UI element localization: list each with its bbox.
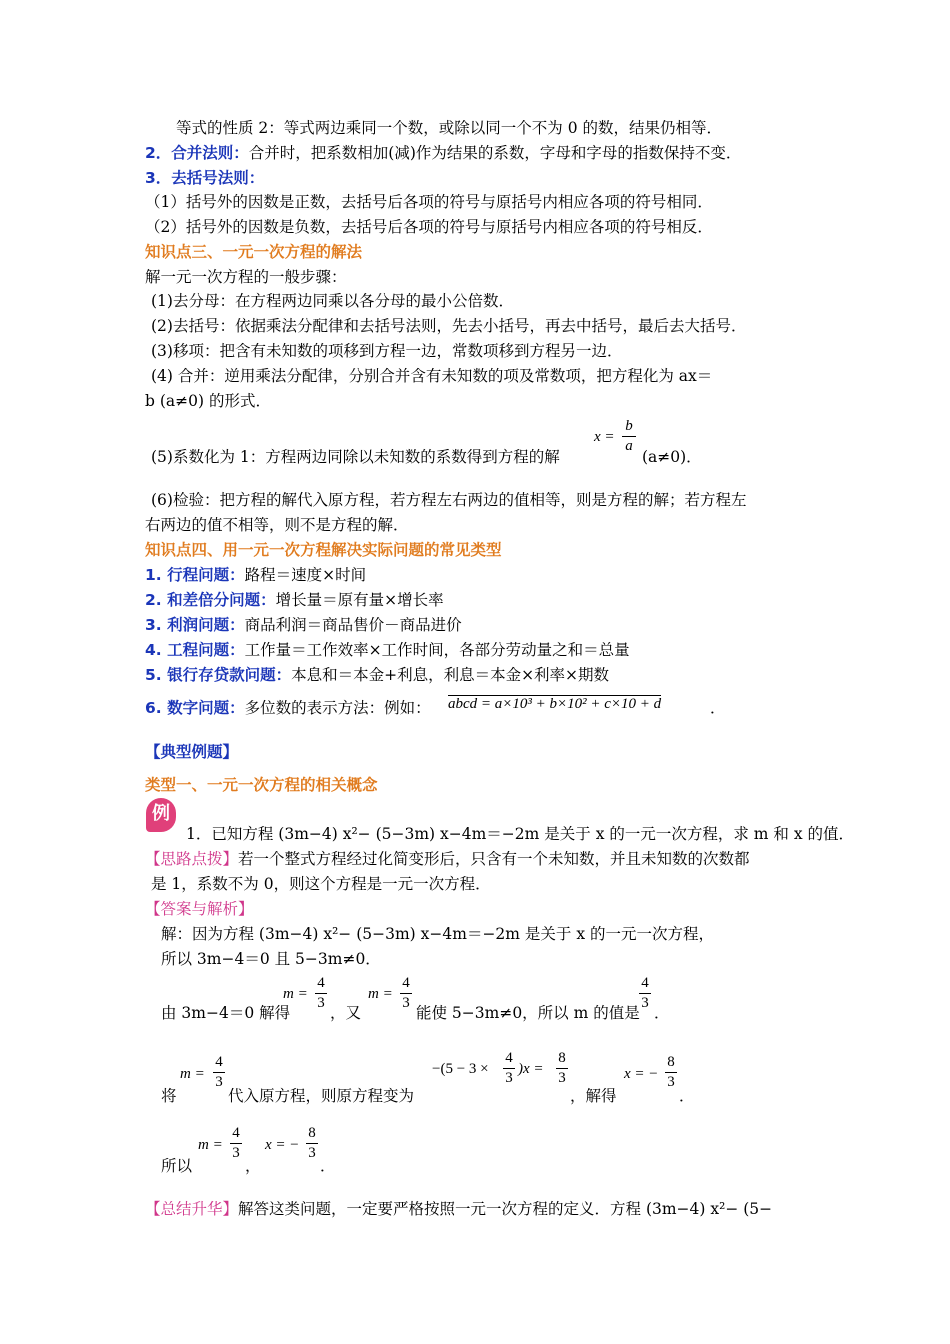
fraction-bar <box>306 1143 318 1144</box>
solution-line-2: 所以 3m−4＝0 且 5−3m≠0． <box>161 950 381 968</box>
merge-rule-line <box>145 142 741 164</box>
digits-formula: abcd = a×10³ + b×10² + c×10 + d <box>448 696 662 712</box>
fraction-4-over-3-e <box>503 1050 515 1087</box>
substituted-equation-right: )x = <box>518 1061 544 1077</box>
type-digits-heading: 6. 数字问题： <box>145 699 245 717</box>
fraction-4-over-3-c <box>639 975 651 1012</box>
fraction-numerator: 4 <box>232 1125 240 1141</box>
section-heading-4: 知识点四、用一元一次方程解决实际问题的常见类型 <box>145 541 502 559</box>
x-equals-neg-1: x = − <box>624 1066 659 1082</box>
step-6-line-a: (6)检验：把方程的解代入原方程，若方程左右两边的值相等，则是方程的解；若方程左 <box>151 491 747 509</box>
type-digits <box>145 697 431 719</box>
solution-line-1: 解：因为方程 (3m−4) x²− (5−3m) x−4m＝−2m 是关于 x 的一元一次方程， <box>161 925 715 943</box>
fraction-bar <box>556 1068 568 1069</box>
fraction-denominator: 3 <box>667 1074 675 1090</box>
fraction-denominator: 3 <box>558 1070 566 1086</box>
type-travel-formula: 路程＝速度×时间 <box>244 566 367 584</box>
hint-line-b: 是 1，系数不为 0，则这个方程是一元一次方程． <box>151 875 491 893</box>
hint-text-a: 若一个整式方程经过化简变形后，只含有一个未知数，并且未知数的次数都 <box>238 850 750 868</box>
hint-line-a <box>145 848 750 870</box>
fraction-numerator: 8 <box>667 1054 675 1070</box>
solution-line-5-comma: ， <box>245 1157 261 1175</box>
bracket-rule-2: （2）括号外的因数是负数，去括号后各项的符号与原括号内相应各项的符号相反． <box>145 218 713 236</box>
bracket-rule-heading: 3．去括号法则： <box>145 169 265 187</box>
step-4-line-b: b (a≠0) 的形式． <box>145 392 271 410</box>
digits-period: ． <box>710 699 726 717</box>
fraction-bar <box>213 1072 225 1073</box>
type-profit <box>145 614 462 636</box>
fraction-bar <box>230 1143 242 1144</box>
fraction-numerator: b <box>625 418 633 434</box>
m-equals-2: m = <box>368 986 393 1002</box>
summary-text: 解答这类问题，一定要严格按照一元一次方程的定义．方程 (3m−4) x²− (5− <box>238 1200 773 1218</box>
fraction-4-over-3-d <box>213 1054 225 1091</box>
step-5-x-equals: x = <box>594 429 615 445</box>
section-heading-3: 知识点三、一元一次方程的解法 <box>145 243 363 261</box>
summary-line <box>145 1198 772 1220</box>
fraction-bar <box>639 993 651 994</box>
type-travel-heading: 1. 行程问题： <box>145 566 245 584</box>
type-profit-heading: 3. 利润问题： <box>145 616 245 634</box>
solution-line-5a: 所以 <box>161 1157 193 1175</box>
bracket-rule-1: （1）括号外的因数是正数，去括号后各项的符号与原括号内相应各项的符号相同． <box>145 193 713 211</box>
property-2-line: 等式的性质 2：等式两边乘同一个数，或除以同一个不为 0 的数，结果仍相等． <box>176 119 723 137</box>
fraction-8-over-3-c <box>306 1125 318 1162</box>
fraction-denominator: 3 <box>232 1145 240 1161</box>
solution-line-4-period: ． <box>679 1087 695 1105</box>
fraction-denominator: 3 <box>641 995 649 1011</box>
fraction-bar <box>665 1072 677 1073</box>
m-equals-4: m = <box>198 1137 223 1153</box>
step-3: (3)移项：把含有未知数的项移到方程一边，常数项移到方程另一边． <box>151 342 623 360</box>
fraction-bar <box>315 993 327 994</box>
solution-line-3-period: ． <box>654 1004 670 1022</box>
step-6-line-b: 右两边的值不相等，则不是方程的解． <box>145 516 409 534</box>
substituted-equation-left: −(5 − 3 × <box>432 1061 489 1077</box>
fraction-bar <box>503 1068 515 1069</box>
fraction-numerator: 4 <box>402 975 410 991</box>
answer-heading: 【答案与解析】 <box>145 900 254 918</box>
question-1: 1．已知方程 (3m−4) x²− (5−3m) x−4m＝−2m 是关于 x 的一元一次方程，求 m 和 x 的值． <box>186 825 855 843</box>
fraction-4-over-3-b <box>400 975 412 1012</box>
type-digits-text: 多位数的表示方法：例如： <box>244 699 431 717</box>
fraction-4-over-3-a <box>315 975 327 1012</box>
type-bank <box>145 664 609 686</box>
fraction-numerator: 4 <box>317 975 325 991</box>
type-bank-heading: 5. 银行存贷款问题： <box>145 666 292 684</box>
fraction-denominator: 3 <box>505 1070 513 1086</box>
summary-heading: 【总结升华】 <box>145 1200 239 1218</box>
type-work-formula: 工作量＝工作效率×工作时间，各部分劳动量之和＝总量 <box>244 641 630 659</box>
type-ratio-formula: 增长量＝原有量×增长率 <box>275 591 444 609</box>
fraction-denominator: 3 <box>317 995 325 1011</box>
fraction-8-over-3-a <box>556 1050 568 1087</box>
step-2: (2)去括号：依据乘法分配律和去括号法则，先去小括号，再去中括号，最后去大括号． <box>151 317 747 335</box>
step-5-tail: (a≠0)． <box>642 448 702 466</box>
type-travel <box>145 564 366 586</box>
solution-line-4a: 将 <box>161 1087 177 1105</box>
m-equals-1: m = <box>283 986 308 1002</box>
type-work <box>145 639 630 661</box>
fraction-numerator: 8 <box>308 1125 316 1141</box>
solution-line-4b: 代入原方程，则原方程变为 <box>228 1087 415 1105</box>
merge-rule-text: 合并时，把系数相加(减)作为结果的系数，字母和字母的指数保持不变． <box>248 144 742 162</box>
fraction-denominator: 3 <box>402 995 410 1011</box>
examples-heading: 【典型例题】 <box>145 743 239 761</box>
type-1-heading: 类型一、一元一次方程的相关概念 <box>145 776 378 794</box>
type-profit-formula: 商品利润＝商品售价－商品进价 <box>244 616 462 634</box>
fraction-bar <box>400 993 412 994</box>
merge-rule-heading: 2．合并法则： <box>145 144 249 162</box>
fraction-numerator: 4 <box>215 1054 223 1070</box>
x-equals-neg-2: x = − <box>265 1137 300 1153</box>
solution-line-3a: 由 3m−4＝0 解得 <box>161 1004 291 1022</box>
type-work-heading: 4. 工程问题： <box>145 641 245 659</box>
type-bank-formula: 本息和＝本金+利息，利息＝本金×利率×期数 <box>291 666 610 684</box>
fraction-denominator: 3 <box>308 1145 316 1161</box>
step-1: (1)去分母：在方程两边同乘以各分母的最小公倍数． <box>151 292 514 310</box>
solution-line-5-period: ． <box>320 1157 336 1175</box>
m-equals-3: m = <box>180 1066 205 1082</box>
fraction-8-over-3-b <box>665 1054 677 1091</box>
solution-line-3c: 能使 5−3m≠0，所以 m 的值是 <box>416 1004 640 1022</box>
hint-heading: 【思路点拨】 <box>145 850 239 868</box>
example-badge-icon: 例 <box>146 798 176 832</box>
solution-line-3b: ，又 <box>330 1004 362 1022</box>
fraction-bar <box>622 436 636 437</box>
fraction-numerator: 4 <box>641 975 649 991</box>
fraction-numerator: 4 <box>505 1050 513 1066</box>
solution-line-4c: ，解得 <box>570 1087 617 1105</box>
fraction-numerator: 8 <box>558 1050 566 1066</box>
steps-intro: 解一元一次方程的一般步骤： <box>145 268 347 286</box>
bracket-rule-heading-line <box>145 167 264 189</box>
fraction-denominator: a <box>625 438 633 454</box>
type-ratio <box>145 589 444 611</box>
fraction-4-over-3-f <box>230 1125 242 1162</box>
type-ratio-heading: 2. 和差倍分问题： <box>145 591 276 609</box>
step-5: (5)系数化为 1：方程两边同除以未知数的系数得到方程的解 <box>151 448 560 466</box>
step-5-fraction-b-over-a <box>622 418 636 455</box>
step-4-line-a: (4) 合并：逆用乘法分配律，分别合并含有未知数的项及常数项，把方程化为 ax＝ <box>151 367 713 385</box>
fraction-denominator: 3 <box>215 1074 223 1090</box>
